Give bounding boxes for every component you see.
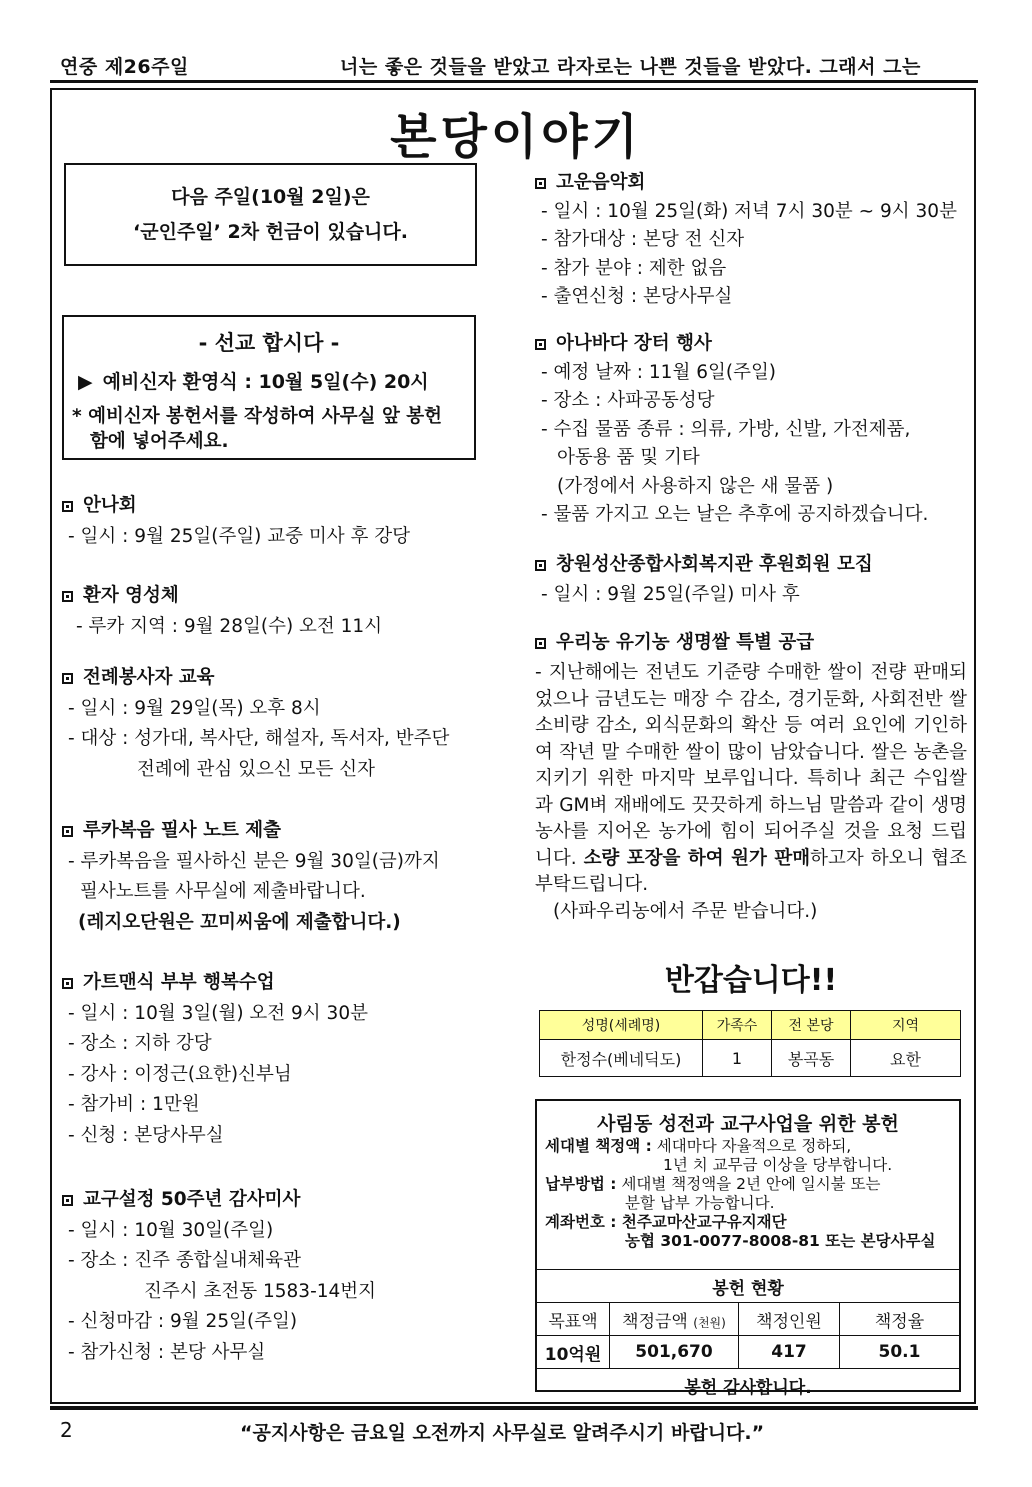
section-line: - 일시 : 9월 25일(주일) 미사 후 bbox=[541, 584, 800, 605]
rice-text-bold: 소량 포장을 하여 원가 판매 bbox=[583, 847, 811, 869]
footer-rule bbox=[50, 1406, 978, 1410]
thanks-text: 봉헌 감사합니다. bbox=[537, 1369, 959, 1402]
section-title: 환자 영성체 bbox=[83, 585, 179, 606]
mission-note-2: 함에 넣어주세요. bbox=[90, 431, 229, 452]
offering-label: 납부방법 : bbox=[545, 1175, 617, 1193]
table-cell: 요한 bbox=[851, 1040, 961, 1077]
offering-status-table bbox=[537, 1269, 959, 1401]
section-line: - 루카 지역 : 9월 28일(수) 오전 11시 bbox=[76, 615, 383, 637]
notice-line-2: ‘군인주일’ 2차 헌금이 있습니다. bbox=[133, 221, 408, 243]
section-line: - 참가대상 : 본당 전 신자 bbox=[541, 229, 745, 250]
square-bullet-icon bbox=[62, 1195, 73, 1206]
section-concert bbox=[535, 169, 957, 312]
mission-event bbox=[78, 367, 429, 394]
section-line: (레지오단원은 꼬미씨움에 제출합니다.) bbox=[78, 911, 401, 933]
col-header bbox=[610, 1303, 739, 1336]
section-anabada bbox=[535, 330, 928, 530]
section-line: 진주시 초전동 1583-14번지 bbox=[144, 1280, 377, 1302]
section-line: - 루카복음을 필사하신 분은 9월 30일(금)까지 bbox=[68, 850, 440, 872]
section-line: - 일시 : 9월 29일(목) 오후 8시 bbox=[68, 697, 321, 719]
rice-text-1: - 지난해에는 전년도 기준량 수매한 쌀이 전량 판매되었으나 금년도는 매장 수 감소, 경기둔화, 사회전반 쌀소비량 감소, 외식문화의 확산 등 여러 요인에 기인하여 작년 말 수매한 쌀이 많이 남았습니다. 쌀은 농촌을 지키기 위한 마지막 보루입니다. 특히나 최근 수입쌀과 GM벼 재배에도 끗끗하게 하느님 말씀과 같이 생명농사를 지어온 농가에 힘이 되어주실 것을 요청 드립니다. bbox=[535, 662, 967, 869]
offering-text: 분할 납부 가능합니다. bbox=[625, 1194, 775, 1212]
welcome-table bbox=[539, 1010, 961, 1077]
offering-label: 세대별 책정액 : bbox=[545, 1137, 652, 1155]
section-title: 가트맨식 부부 행복수업 bbox=[83, 972, 275, 993]
section-title: 루카복음 필사 노트 제출 bbox=[83, 820, 282, 841]
square-bullet-icon bbox=[62, 501, 73, 512]
section-line: - 출연신청 : 본당사무실 bbox=[541, 286, 733, 307]
col-header: 책정인원 bbox=[739, 1303, 840, 1336]
section-line: 필사노트를 사무실에 제출바랍니다. bbox=[80, 881, 366, 902]
mission-event-text: 예비신자 환영식 : 10월 5일(수) 20시 bbox=[102, 371, 429, 393]
offering-text: 천주교마산교구유지재단 bbox=[621, 1213, 787, 1231]
square-bullet-icon bbox=[62, 673, 73, 684]
section-line: - 장소 : 지하 강당 bbox=[68, 1033, 212, 1054]
square-bullet-icon bbox=[535, 178, 546, 189]
section-line: - 참가 분야 : 제한 없음 bbox=[541, 257, 727, 279]
section-line: - 신청 : 본당사무실 bbox=[68, 1124, 224, 1146]
table-cell: 501,670 bbox=[610, 1336, 739, 1369]
col-header-unit: (천원) bbox=[693, 1315, 726, 1330]
square-bullet-icon bbox=[535, 638, 546, 649]
section-line: - 일시 : 10월 25일(화) 저녁 7시 30분 ~ 9시 30분 bbox=[541, 200, 957, 222]
header-scripture: 너는 좋은 것들을 받았고 라자로는 나쁜 것들을 받았다. 그래서 그는 bbox=[340, 56, 921, 78]
mission-box bbox=[62, 315, 476, 460]
section-line: - 예정 날짜 : 11월 6일(주일) bbox=[541, 361, 777, 383]
footer-notice: “공지사항은 금요일 오전까지 사무실로 알려주시기 바랍니다.” bbox=[240, 1422, 765, 1444]
section-line: - 물품 가지고 오는 날은 추후에 공지하겠습니다. bbox=[541, 504, 929, 525]
col-header: 가족수 bbox=[703, 1011, 772, 1040]
section-line: - 장소 : 진주 종합실내체육관 bbox=[68, 1250, 302, 1271]
section-diocese-anniversary bbox=[62, 1185, 376, 1368]
col-header: 책정율 bbox=[840, 1303, 960, 1336]
section-line: - 참가신청 : 본당 사무실 bbox=[68, 1341, 266, 1363]
square-bullet-icon bbox=[535, 339, 546, 350]
header-week: 연중 제26주일 bbox=[60, 56, 189, 78]
header-rule bbox=[50, 80, 978, 83]
offering-title: 사림동 성전과 교구사업을 위한 봉헌 bbox=[597, 1113, 899, 1135]
section-title: 창원성산종합사회복지관 후원회원 모집 bbox=[556, 554, 873, 575]
square-bullet-icon bbox=[62, 591, 73, 602]
section-line: - 일시 : 9월 25일(주일) 교중 미사 후 강당 bbox=[68, 525, 411, 547]
section-title: 아나바다 장터 행사 bbox=[556, 333, 712, 354]
section-title: 전례봉사자 교육 bbox=[83, 667, 215, 688]
col-header-text: 책정금액 bbox=[622, 1311, 688, 1332]
notice-line-1: 다음 주일(10월 2일)은 bbox=[171, 186, 370, 208]
section-title: 안나회 bbox=[83, 495, 137, 516]
rice-text-2: 하고자 하오니 협조 부탁드립니다. bbox=[535, 847, 967, 895]
section-title: 교구설정 50주년 감사미사 bbox=[83, 1189, 301, 1210]
notice-box bbox=[64, 163, 477, 266]
section-line: - 강사 : 이정근(요한)신부님 bbox=[68, 1063, 292, 1085]
mission-note-1: * 예비신자 봉헌서를 작성하여 사무실 앞 봉헌 bbox=[72, 406, 442, 427]
col-header: 지역 bbox=[851, 1011, 961, 1040]
section-title: 우리농 유기농 생명쌀 특별 공급 bbox=[556, 632, 815, 653]
offering-text: 농협 301-0077-8008-81 또는 본당사무실 bbox=[625, 1232, 936, 1250]
section-luke-notes bbox=[62, 816, 440, 938]
section-line: - 일시 : 10월 3일(월) 오전 9시 30분 bbox=[68, 1002, 368, 1024]
table-row bbox=[537, 1336, 959, 1369]
page-number: 2 bbox=[60, 1418, 73, 1442]
status-title: 봉헌 현황 bbox=[537, 1270, 959, 1303]
table-cell: 10억원 bbox=[537, 1336, 610, 1369]
triangle-icon: ▶ bbox=[78, 371, 93, 393]
mission-title: - 선교 합시다 - bbox=[198, 331, 340, 355]
col-header: 성명(세례명) bbox=[540, 1011, 703, 1040]
section-line: - 신청마감 : 9월 25일(주일) bbox=[68, 1311, 298, 1332]
table-cell: 1 bbox=[703, 1040, 772, 1077]
offering-text: 세대별 책정액을 2년 안에 일시불 또는 bbox=[621, 1175, 881, 1193]
table-cell: 417 bbox=[739, 1336, 840, 1369]
square-bullet-icon bbox=[62, 978, 73, 989]
section-gottman bbox=[62, 968, 368, 1151]
section-line: 아동용 품 및 기타 bbox=[557, 447, 700, 468]
section-line: - 일시 : 10월 30일(주일) bbox=[68, 1219, 274, 1241]
section-line: 전례에 관심 있으신 모든 신자 bbox=[137, 758, 375, 780]
square-bullet-icon bbox=[62, 826, 73, 837]
offering-text: 세대마다 자율적으로 정하되, bbox=[656, 1137, 852, 1155]
table-cell: 한정수(베네딕도) bbox=[540, 1040, 703, 1077]
table-cell: 50.1 bbox=[840, 1336, 960, 1369]
offering-box bbox=[535, 1099, 961, 1398]
section-liturgy-training bbox=[62, 663, 449, 785]
welcome-title: 반갑습니다!! bbox=[664, 963, 838, 998]
section-line: - 대상 : 성가대, 복사단, 해설자, 독서자, 반주단 bbox=[68, 728, 450, 749]
offering-details bbox=[545, 1137, 935, 1251]
table-row bbox=[540, 1040, 961, 1077]
offering-text: 1년 치 교무금 이상을 당부합니다. bbox=[663, 1156, 893, 1174]
section-line: - 장소 : 사파공동성당 bbox=[541, 390, 715, 411]
section-welfare bbox=[535, 550, 873, 610]
section-title: 고운음악회 bbox=[556, 172, 646, 193]
table-cell: 봉곡동 bbox=[772, 1040, 851, 1077]
offering-label: 계좌번호 : bbox=[545, 1213, 617, 1231]
section-anna bbox=[62, 491, 410, 552]
section-line: - 수집 물품 종류 : 의류, 가방, 신발, 가전제품, bbox=[541, 418, 911, 440]
section-rice bbox=[535, 628, 814, 659]
square-bullet-icon bbox=[535, 560, 546, 571]
col-header: 목표액 bbox=[537, 1303, 610, 1336]
section-sick-communion bbox=[62, 581, 382, 642]
page-title: 본당이야기 bbox=[390, 109, 642, 165]
col-header: 전 본당 bbox=[772, 1011, 851, 1040]
section-line: - 참가비 : 1만원 bbox=[68, 1094, 200, 1115]
rice-note: (사파우리농에서 주문 받습니다.) bbox=[553, 900, 818, 922]
rice-paragraph bbox=[535, 660, 967, 925]
section-line: (가정에서 사용하지 않은 새 물품 ) bbox=[557, 475, 834, 497]
